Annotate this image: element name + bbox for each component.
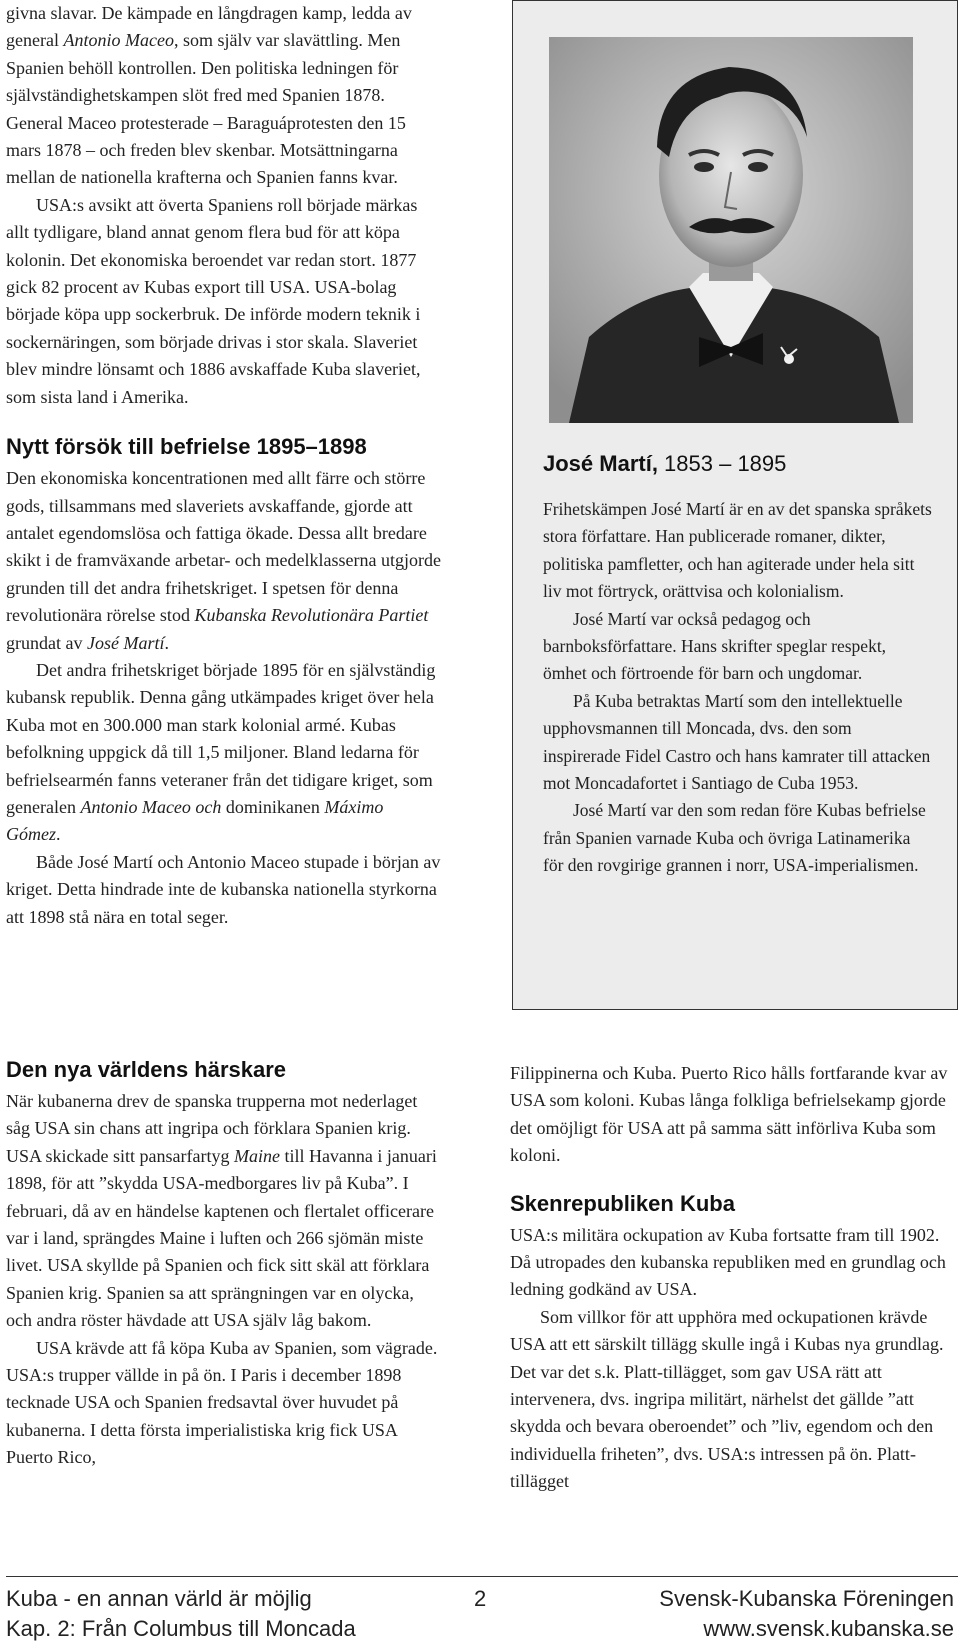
paragraph-occupation: USA:s militära ockupation av Kuba fortsatte fram till 1902. Då utropades den kubanska republiken med en grundlag och ledning godkänd av USA. (510, 1224, 946, 1300)
box-title: José Martí, 1853 – 1895 (543, 451, 787, 476)
footer-organization: Svensk-Kubanska Föreningen (659, 1586, 954, 1611)
paragraph-second-war: Det andra frihetskriget började 1895 för en självständig kubansk republik. Denna gång utkämpades kriget över hela Kuba mot en 300.000 man stark kolonial armé. Kubas befolkning uppgick då till 1,5 miljoner. Bland ledarna för befrielsearmén fanns veteraner från det tidigare kriget, som generalen Antonio Maceo och dominikanen Máximo Gómez. (6, 659, 436, 845)
paragraph-paris-treaty: USA krävde att få köpa Kuba av Spanien, som vägrade. USA:s trupper vällde in på ön. I Paris i december 1898 tecknade USA och Spanien fredsavtal över huvudet på kubanerna. I detta första imperialistiska krig fick USA Puerto Rico, (6, 1337, 438, 1468)
footer-website[interactable]: www.svensk.kubanska.se (703, 1616, 954, 1641)
box-caption (543, 496, 933, 880)
heading-sham-republic: Skenrepubliken Kuba (510, 1190, 735, 1216)
footer-left (6, 1584, 356, 1644)
paragraph-platt: Som villkor för att upphöra med ockupationen krävde USA att ett särskilt tillägg skulle ingå i Kubas nya grundlag. Det var det s.k. Platt-tillägget, som gav USA rätt att intervenera, dvs. ingripa militärt, närhelst det gällde ”att skydda och bevara oberoendet” och ”liv, egendom och den individuella friheten”, dvs. USA:s intressen på ön. Platt-tillägget (510, 1306, 944, 1492)
jose-marti-portrait (549, 37, 913, 423)
heading-new-attempt: Nytt försök till befrielse 1895–1898 (6, 434, 367, 460)
left-column-bottom (6, 1056, 442, 1472)
box-paragraph-moncada: På Kuba betraktas Martí som den intellektuelle upphovsmannen till Moncada, dvs. den som inspirerade Fidel Castro och hans kamrater till attacken mot Moncadafortet i Santiago de Cuba 1953. (543, 690, 931, 794)
paragraph-marti-maceo-fell: Både José Martí och Antonio Maceo stupade i början av kriget. Detta hindrade inte de kubanska nationella styrkorna att 1898 stå nära en total seger. (6, 851, 441, 927)
box-paragraph-pedagogue: José Martí var också pedagog och barnboksförfattare. Hans skrifter speglar respekt, ömhet och förtroende för barn och ungdomar. (543, 608, 887, 684)
paragraph-maine: När kubanerna drev de spanska trupperna mot nederlaget såg USA sin chans att ingripa och förklara Spanien krig. USA skickade sitt pansarfartyg Maine till Havanna i januari 1898, för att ”skydda USA-medborgares liv på Kuba”. I februari, då av en händelse kaptenen och flertalet officerare var i land, sprängdes Maine i luften och 266 sjömän miste livet. USA skyllde på Spanien och fick sitt skäl att förklara Spanien krig. Spanien sa att sprängningen var en olycka, och andra röster hävdade att USA själv låg bakom. (6, 1091, 437, 1331)
paragraph-economic-concentration: Den ekonomiska koncentrationen med allt färre och större gods, tillsammans med slaveriets avskaffande, gjorde att antalet egendomslösa och fattiga ökade. Dessa allt bredare skikt i de framväxande arbetar- och medelklasserna utgjorde grunden till det andra frihetskriget. I spetsen för denna revolutionära rörelse stod Kubanska Revolutionära Partiet grundat av José Martí. (6, 468, 441, 653)
box-paragraph-warning: José Martí var den som redan före Kubas befrielse från Spanien varnade Kuba och övriga Latinamerika för den rovgirige grannen i norr, USA-imperialismen. (543, 800, 926, 876)
footer-book-title: Kuba - en annan värld är möjlig (6, 1586, 312, 1611)
paragraph-slavery: givna slavar. De kämpade en långdragen kamp, ledda av general Antonio Maceo, som själv var slavättling. Men Spanien behöll kontrollen. Den politiska ledningen för självständighetskampen slöt fred med Spanien 1878. General Maceo protesterade – Baraguáprotesten den 15 mars 1878 – och freden blev skenbar. Motsättningarna mellan de nationella krafterna och Spanien fanns kvar. (6, 3, 412, 188)
heading-new-world-rulers: Den nya världens härskare (6, 1057, 287, 1082)
footer-rule (6, 1576, 958, 1577)
footer-chapter: Kap. 2: Från Columbus till Moncada (6, 1616, 356, 1641)
right-column-bottom (510, 1060, 956, 1496)
footer-right (659, 1584, 954, 1644)
left-column-top (6, 0, 442, 931)
paragraph-philippines: Filippinerna och Kuba. Puerto Rico hålls fortfarande kvar av USA som koloni. Kubas långa folkliga befrielsekamp gjorde det omöjligt för USA att på samma sätt införliva Kuba som koloni. (510, 1063, 948, 1166)
page-number: 2 (474, 1586, 487, 1611)
box-paragraph-author: Frihetskämpen José Martí är en av det spanska språkets stora författare. Han publicerade romaner, dikter, politiska pamfletter, och han agiterade under hela sitt liv mot förtryck, orättvisa och kolonialism. (543, 499, 932, 602)
paragraph-usa-intent: USA:s avsikt att överta Spaniens roll började märkas allt tydligare, bland annat genom flera bud för att köpa kolonin. Det ekonomiska beroendet var redan stort. 1877 gick 82 procent av Kubas export till USA. USA-bolag började köpa upp sockerbruk. De införde modern teknik i sockernäringen, som började drivas i stor skala. Slaveriet blev mindre lönsamt och 1886 avskaffade Kuba slaveriet, som sista land i Amerika. (6, 194, 421, 407)
jose-marti-info-box (512, 0, 958, 1010)
